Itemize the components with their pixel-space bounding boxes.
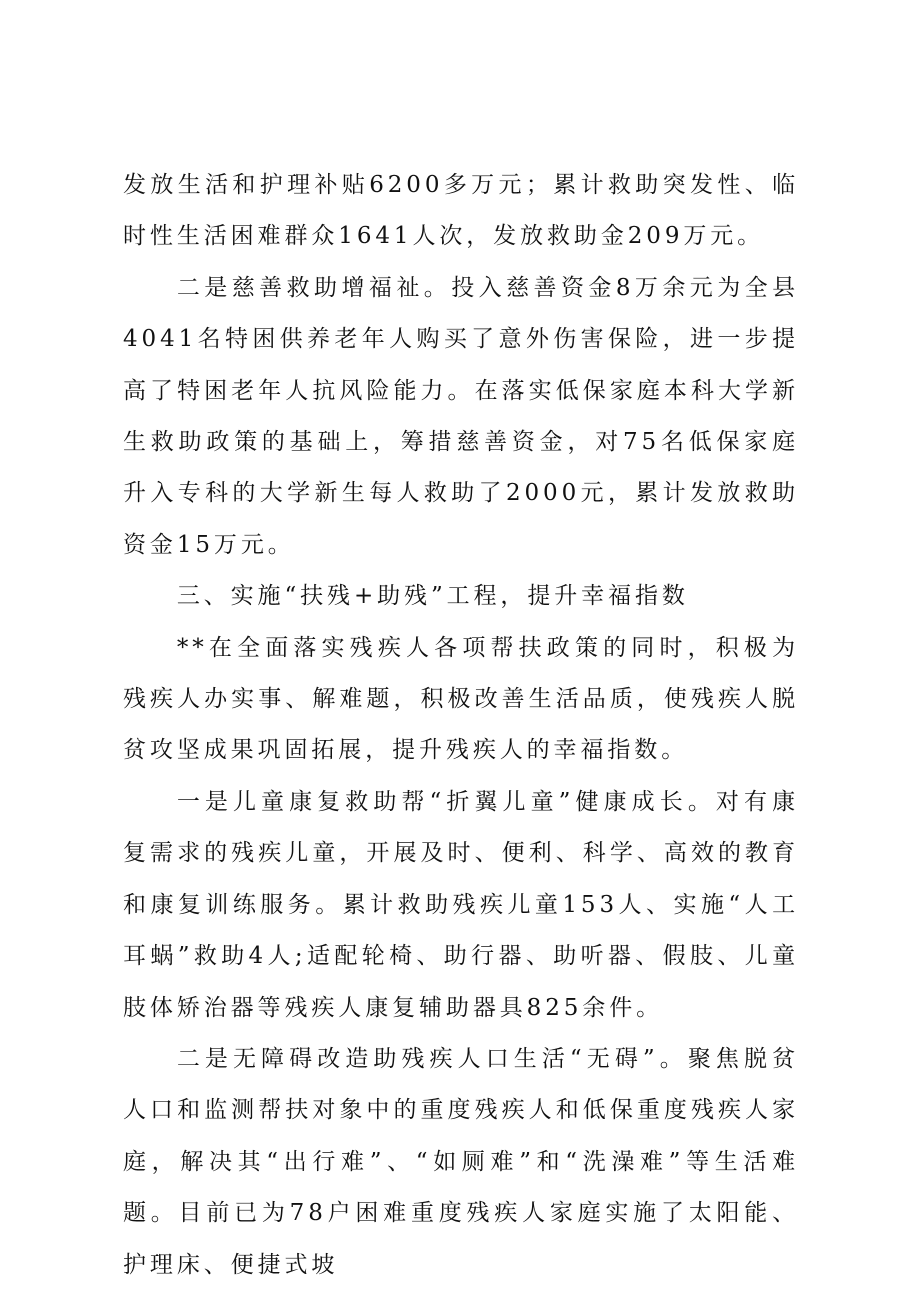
section-heading-disability-support: 三、实施“扶残+助残”工程，提升幸福指数 bbox=[176, 583, 689, 610]
document-body bbox=[123, 160, 799, 1291]
paragraph-child-rehabilitation: 一是儿童康复救助帮“折翼儿童”健康成长。对有康复需求的残疾儿童，开展及时、便利、科学、高效的教育和康复训练服务。累计救助残疾儿童153人、实施“人工耳蜗”救助4人;适配轮椅、助行器、助听器、假肢、儿童肢体矫治器等残疾人康复辅助器具825余件。 bbox=[123, 788, 799, 1021]
paragraph-subsidy-continuation: 发放生活和护理补贴6200多万元；累计救助突发性、临时性生活困难群众1641人次，发放救助金209万元。 bbox=[123, 172, 799, 250]
paragraph-accessibility-renovation: 二是无障碍改造助残疾人口生活“无碍”。聚焦脱贫人口和监测帮扶对象中的重度残疾人和低保重度残疾人家庭，解决其“出行难”、“如厕难”和“洗澡难”等生活难题。目前已为78户困难重度残疾人家庭实施了太阳能、护理床、便捷式坡 bbox=[123, 1045, 799, 1278]
paragraph-charity-assistance: 二是慈善救助增福祉。投入慈善资金8万余元为全县4041名特困供养老年人购买了意外伤害保险，进一步提高了特困老年人抗风险能力。在落实低保家庭本科大学新生救助政策的基础上，筹措慈善资金，对75名低保家庭升入专科的大学新生每人救助了2000元，累计发放救助资金15万元。 bbox=[123, 274, 799, 558]
paragraph-disability-overview: **在全面落实残疾人各项帮扶政策的同时，积极为残疾人办实事、解难题，积极改善生活品质，使残疾人脱贫攻坚成果巩固拓展，提升残疾人的幸福指数。 bbox=[123, 634, 799, 764]
